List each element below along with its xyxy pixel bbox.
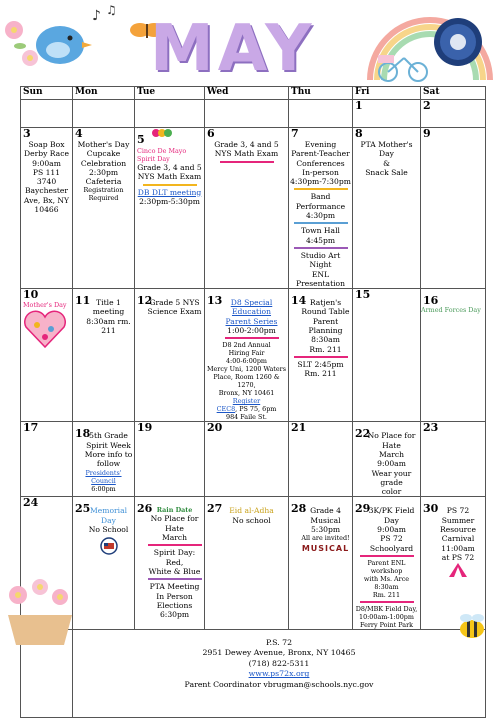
event-slt xyxy=(289,356,352,379)
day-cell-empty xyxy=(289,100,353,128)
divider xyxy=(294,222,348,224)
day-number: 19 xyxy=(137,421,153,435)
weekday-mon: Mon xyxy=(73,87,135,100)
event-line: Snack Sale xyxy=(365,167,408,177)
event-line: Derby Race xyxy=(24,149,69,159)
event-line: 5th Grade xyxy=(89,431,128,441)
day-number: 29 xyxy=(355,502,371,516)
day-cell-7 xyxy=(289,128,353,289)
svg-text:♪: ♪ xyxy=(92,8,101,24)
school-seal-icon xyxy=(434,18,482,66)
divider xyxy=(225,337,279,339)
event-line: 3K/PK Field Day xyxy=(368,506,415,525)
day-cell-1 xyxy=(353,100,421,128)
event-enl-workshop xyxy=(353,555,420,629)
event-line: In-person xyxy=(302,167,339,177)
event-line: Mother's Day xyxy=(77,140,130,149)
event-line: 4:00-6:00pm xyxy=(225,357,267,366)
event-line: 1:00-2:00pm xyxy=(227,326,276,336)
event-line: Summer Resource xyxy=(440,515,476,535)
event-line: 11:00am xyxy=(441,543,475,553)
weekday-wed: Wed xyxy=(205,87,289,100)
day-cell-3 xyxy=(21,128,73,289)
day-number: 22 xyxy=(355,427,371,441)
event-line: 8:30am rm. 211 xyxy=(86,316,131,336)
event-line: 2:30pm xyxy=(88,167,119,177)
event-line: 6:00pm xyxy=(91,484,116,493)
divider xyxy=(220,161,274,163)
day-number: 13 xyxy=(207,294,223,308)
day-cell-2 xyxy=(421,100,486,128)
event-line: Hiring Fair xyxy=(228,349,265,358)
day-cell-23 xyxy=(421,422,486,497)
week-row xyxy=(21,629,486,717)
day-cell-20 xyxy=(205,422,289,497)
day-number: 14 xyxy=(291,294,307,308)
weekday-thu: Thu xyxy=(289,87,353,100)
day-number: 23 xyxy=(423,421,439,435)
event-cinco-de-mayo: Cinco De Mayo Spirit Day xyxy=(137,147,187,163)
day-cell-6 xyxy=(205,128,289,289)
musical-badge: MUSICAL xyxy=(301,544,350,554)
day-number: 5 xyxy=(137,133,145,146)
day-number: 8 xyxy=(355,127,363,140)
event-soap-box-derby xyxy=(21,140,72,214)
day-number: 6 xyxy=(207,127,215,140)
weekday-fri: Fri xyxy=(353,87,421,100)
divider xyxy=(148,544,202,546)
day-cell-empty xyxy=(205,100,289,128)
divider xyxy=(360,601,414,603)
event-line: Mercy Uni, 1200 Waters xyxy=(206,365,286,374)
event-line: PS 72 Schoolyard xyxy=(369,534,414,553)
event-line: No Place for Hate xyxy=(367,431,416,450)
event-line: Rm. 211 xyxy=(304,369,337,379)
day-number: 25 xyxy=(75,502,91,516)
event-line: Ratjen's xyxy=(309,298,342,308)
event-line: 984 Faile St. xyxy=(226,413,267,422)
event-pta-snack-sale xyxy=(353,140,420,177)
event-line: Ave, Bx, NY xyxy=(23,195,70,205)
cupcake-icon xyxy=(150,128,172,138)
event-line: Celebration xyxy=(80,158,127,168)
school-name: P.S. 72 xyxy=(265,637,293,647)
event-line: PTA Mother's Day xyxy=(360,140,413,159)
day-cell-12 xyxy=(135,289,205,422)
event-line: More info to follow xyxy=(84,449,133,469)
event-line: 4:45pm xyxy=(305,235,336,245)
event-line: Studio Art Night xyxy=(300,250,341,270)
event-line: Parent-Teacher xyxy=(291,149,350,159)
school-phone: (718) 822-5311 xyxy=(248,658,310,668)
event-hiring-fair xyxy=(205,341,288,421)
event-line: PTA Meeting xyxy=(149,582,200,592)
cec8-link[interactable]: CEC8 xyxy=(216,405,236,414)
week-row xyxy=(21,289,486,422)
divider xyxy=(294,247,348,249)
eid-label: Eid al-Adha xyxy=(229,506,274,516)
day-cell-21 xyxy=(289,422,353,497)
day-cell-30 xyxy=(421,497,486,629)
event-line: 9:00am xyxy=(32,158,61,168)
day-number: 28 xyxy=(291,502,307,516)
event-presidents-council xyxy=(73,469,134,493)
day-number: 2 xyxy=(423,99,431,112)
calendar-grid xyxy=(20,86,486,718)
memorial-day-label: Memorial Day xyxy=(89,506,128,525)
day-cell-10 xyxy=(21,289,73,422)
day-cell-14 xyxy=(289,289,353,422)
event-line: NYS Math Exam xyxy=(137,172,202,182)
event-line: 9:00am xyxy=(377,459,406,469)
day-cell-11 xyxy=(73,289,135,422)
day-number: 12 xyxy=(137,294,153,308)
day-cell-empty xyxy=(21,100,73,128)
event-line: In Person Elections xyxy=(156,591,193,610)
divider xyxy=(148,578,202,580)
day-number: 15 xyxy=(355,288,371,302)
event-line: Science Exam xyxy=(147,307,202,317)
parent-coordinator: Parent Coordinator vbrugman@schools.nyc.gov xyxy=(184,679,374,689)
event-line: , PS 75, 6pm xyxy=(235,405,277,414)
day-number: 7 xyxy=(291,127,299,140)
footer-block xyxy=(73,638,485,691)
day-cell-17 xyxy=(21,422,73,497)
event-line: 2:30pm-5:30pm xyxy=(139,196,200,206)
event-line: PS 72 xyxy=(446,506,470,516)
dlt-meeting-link[interactable]: DB DLT meeting xyxy=(137,187,202,197)
event-line: 10:00am-1:00pm xyxy=(359,612,414,621)
week-row xyxy=(21,422,486,497)
day-number: 26 xyxy=(137,502,153,516)
parent-series-link[interactable]: Parent Series xyxy=(225,316,278,326)
weekday-header-row xyxy=(21,87,486,100)
day-cell-25 xyxy=(73,497,135,629)
event-line: Round Table xyxy=(301,307,350,317)
day-cell-5 xyxy=(135,128,205,289)
page-title: MAY xyxy=(150,12,316,86)
website-link[interactable]: www.ps72x.org xyxy=(248,669,310,679)
day-cell-19 xyxy=(135,422,205,497)
flower-pot-decoration xyxy=(0,575,80,647)
event-line: with Ms. Arce 8:30am xyxy=(363,574,410,591)
event-cupcake-celebration xyxy=(73,140,134,202)
divider xyxy=(294,188,348,190)
event-line: Ferry Point Park xyxy=(359,620,413,629)
special-education-link[interactable]: D8 Special Education xyxy=(230,298,273,317)
day-number: 20 xyxy=(207,421,223,435)
divider xyxy=(360,555,414,557)
flag-badge-icon xyxy=(100,537,118,555)
day-cell-empty xyxy=(73,100,135,128)
day-number: 16 xyxy=(423,294,439,308)
weekday-tue: Tue xyxy=(135,87,205,100)
day-cell-13 xyxy=(205,289,289,422)
event-line: Conferences xyxy=(296,158,345,168)
day-number: 27 xyxy=(207,502,223,516)
event-line: Cupcake xyxy=(86,149,121,159)
day-number: 24 xyxy=(23,496,39,510)
flower-icon xyxy=(5,21,38,66)
day-cell-29 xyxy=(353,497,421,629)
event-line: 8:30am xyxy=(311,335,340,345)
day-number: 9 xyxy=(423,127,431,140)
event-line: 4:30pm-7:30pm xyxy=(290,177,351,187)
day-number: 11 xyxy=(75,294,91,308)
event-line: Evening xyxy=(304,140,337,149)
event-line: Spirit Day: Red, xyxy=(153,548,196,567)
event-line: at PS 72 xyxy=(441,552,475,562)
event-line: & xyxy=(383,158,390,168)
event-line: Soap Box xyxy=(28,140,65,149)
event-math-exam xyxy=(135,163,204,206)
divider xyxy=(294,356,348,358)
event-line: 10466 xyxy=(34,205,59,215)
svg-text:♫: ♫ xyxy=(106,3,117,17)
day-cell-28 xyxy=(289,497,353,629)
day-cell-9 xyxy=(421,128,486,289)
event-line: Grade 3, 4 and 5 xyxy=(214,140,279,149)
event-line: White & Blue xyxy=(148,566,201,576)
event-line: Place, Room 1260 & 1270, xyxy=(213,373,280,390)
school-contact-footer xyxy=(73,629,486,717)
day-number: 18 xyxy=(75,427,91,441)
week-row xyxy=(21,497,486,629)
event-line: Town Hall xyxy=(301,226,340,236)
heart-icon xyxy=(21,309,69,349)
event-parent-teacher-conferences xyxy=(289,140,352,288)
event-line: D8 2nd Annual xyxy=(222,341,271,350)
event-line: Band Performance xyxy=(295,192,346,211)
event-line: Required xyxy=(88,194,119,203)
event-rain-date xyxy=(135,506,204,619)
event-math-exam xyxy=(205,140,288,163)
event-line: Grade 3, 4 and 5 xyxy=(137,163,202,172)
day-number: 10 xyxy=(23,288,39,302)
day-cell-15 xyxy=(353,289,421,422)
day-number: 30 xyxy=(423,502,439,516)
event-line: Rm. 211 xyxy=(372,590,401,599)
day-number: 4 xyxy=(75,127,83,140)
music-note-icon xyxy=(92,3,117,24)
day-cell-26 xyxy=(135,497,205,629)
armed-forces-day-label: Armed Forces Day xyxy=(421,306,481,315)
event-line: Registration xyxy=(83,186,124,195)
day-cell-16 xyxy=(421,289,486,422)
weekday-sun: Sun xyxy=(21,87,73,100)
event-line: Rm. 211 xyxy=(309,344,342,354)
register-link[interactable]: Register xyxy=(232,397,261,406)
school-address: 2951 Dewey Avenue, Bronx, NY 10465 xyxy=(202,648,356,658)
event-line: March xyxy=(378,449,405,459)
day-number: 3 xyxy=(23,127,31,140)
event-line: All are invited! xyxy=(301,534,350,543)
day-cell-18 xyxy=(73,422,135,497)
bee-icon xyxy=(452,612,492,642)
weekday-sat: Sat xyxy=(421,87,486,100)
event-line: 5:30pm xyxy=(310,525,341,535)
event-line: No Place for Hate xyxy=(150,514,199,533)
event-line: Parent Planning xyxy=(308,316,343,336)
event-line: SLT 2:45pm xyxy=(297,359,344,369)
tent-icon xyxy=(448,562,468,578)
rain-date-label: Rain Date xyxy=(156,506,193,515)
day-cell-22 xyxy=(353,422,421,497)
day-number: 21 xyxy=(291,421,307,435)
event-line: Spirit Week xyxy=(86,440,131,450)
event-line: Grade 4 Musical xyxy=(310,506,341,525)
event-line: Wear your grade xyxy=(371,468,412,487)
event-line: 6:30pm xyxy=(159,610,190,620)
day-cell-27 xyxy=(205,497,289,629)
day-cell-4 xyxy=(73,128,135,289)
mothers-day-label: Mother's Day xyxy=(23,301,67,310)
event-line: PS 111 xyxy=(32,167,61,177)
event-line: 3740 xyxy=(36,177,57,187)
event-line: Baychester xyxy=(24,186,69,196)
day-cell-empty xyxy=(135,100,205,128)
event-line: No School xyxy=(88,525,129,535)
event-line: Grade 5 NYS xyxy=(149,298,200,308)
event-line: Carnival xyxy=(441,534,475,544)
week-row xyxy=(21,100,486,128)
day-number: 17 xyxy=(23,421,39,435)
day-number: 1 xyxy=(355,99,363,112)
event-line: 4:30pm xyxy=(305,211,336,221)
event-no-place-for-hate xyxy=(353,431,420,496)
event-summer-carnival xyxy=(421,506,485,580)
divider xyxy=(143,184,197,186)
day-cell-8 xyxy=(353,128,421,289)
week-row xyxy=(21,128,486,289)
event-line: Bronx, NY 10461 xyxy=(218,389,275,398)
event-line: color xyxy=(381,487,402,497)
event-line: D8/MBK Field Day, xyxy=(355,604,418,613)
presidents-council-link[interactable]: Presidents' Council xyxy=(85,468,122,485)
event-line: Parent ENL workshop xyxy=(367,558,406,575)
event-line: March xyxy=(161,533,188,543)
bird-icon xyxy=(36,26,92,64)
event-line: Title 1 meeting xyxy=(92,298,125,317)
event-line: Cafeteria xyxy=(85,177,122,187)
event-line: ENL Presentation xyxy=(295,269,346,288)
event-line: 9:00am xyxy=(377,525,406,535)
event-line: No school xyxy=(232,515,271,525)
event-line: NYS Math Exam xyxy=(214,149,279,159)
